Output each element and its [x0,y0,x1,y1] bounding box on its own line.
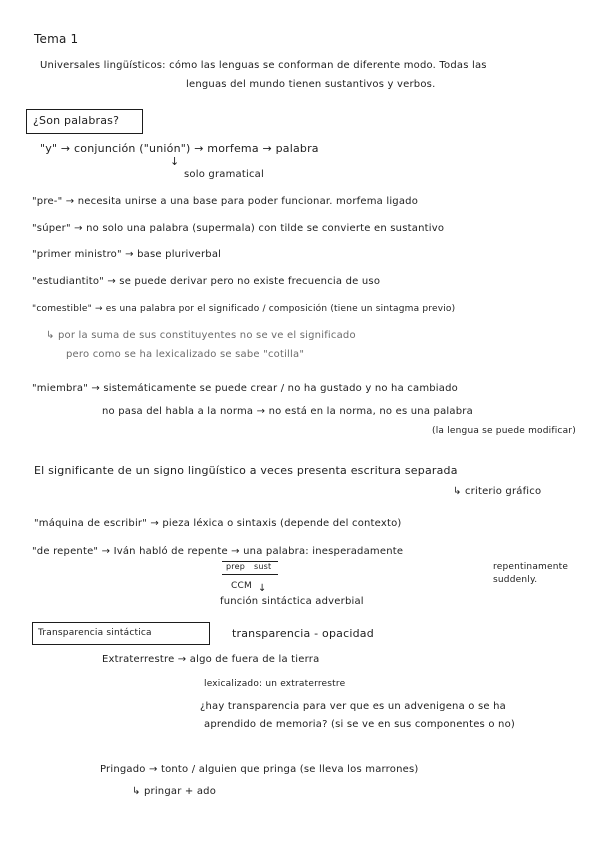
note-transparencia-opacidad: transparencia - opacidad [232,627,374,640]
note-pringado: Pringado → tonto / alguien que pringa (se lleva los marrones) [100,764,419,775]
note-lexicalizado: lexicalizado: un extraterrestre [204,679,346,689]
universales-line-2: lenguas del mundo tienen sustantivos y verbos. [186,79,436,90]
note-super: "súper" → no solo una palabra (supermala) con tilde se convierte en sustantivo [32,223,445,234]
note-funcion-sintactica: función sintáctica adverbial [220,596,364,607]
ccm-arrow-icon: ↓ [258,583,267,594]
note-y: "y" → conjunción ("unión") → morfema → palabra [40,142,319,155]
note-comestible-detail-2: pero como se ha lexicalizado se sabe "cotilla" [66,349,305,360]
note-miembra-2: no pasa del habla a la norma → no está en la norma, no es una palabra [102,406,473,417]
page-title: Tema 1 [34,32,79,46]
note-primer-ministro: "primer ministro" → base pluriverbal [32,249,222,260]
label-prep: prep [226,562,245,571]
note-hay-transparencia-2: aprendido de memoria? (si se ve en sus componentes o no) [204,719,515,730]
label-sust: sust [254,562,272,571]
label-ccm: CCM [231,581,252,591]
universales-line-1: Universales lingüísticos: cómo las lenguas se conforman de diferente modo. Todas las [40,60,487,71]
note-significante: El significante de un signo lingüístico a veces presenta escritura separada [34,464,458,477]
note-hay-transparencia-1: ¿hay transparencia para ver que es un advenigena o se ha [200,701,506,712]
note-suddenly: suddenly. [493,575,538,585]
note-solo-gramatical: solo gramatical [184,169,264,180]
section-heading-son-palabras: ¿Son palabras? [33,114,120,127]
note-criterio-grafico: ↳ criterio gráfico [453,486,542,497]
note-pre: "pre-" → necesita unirse a una base para poder funcionar. morfema ligado [32,196,419,207]
underline-prep-sust [222,574,278,575]
note-estudiantito: "estudiantito" → se puede derivar pero no existe frecuencia de uso [32,276,381,287]
note-miembra-3: (la lengua se puede modificar) [432,426,576,436]
note-de-repente: "de repente" → Iván habló de repente → una palabra: inesperadamente [32,546,404,557]
note-repentinamente: repentinamente [493,562,569,572]
note-comestible-detail-1: ↳ por la suma de sus constituyentes no se ve el significado [46,330,356,341]
note-miembra-1: "miembra" → sistemáticamente se puede crear / no ha gustado y no ha cambiado [32,383,458,394]
note-maquina-de-escribir: "máquina de escribir" → pieza léxica o sintaxis (depende del contexto) [34,518,402,529]
note-pringar-ado: ↳ pringar + ado [132,786,217,797]
section-heading-transparencia: Transparencia sintáctica [38,628,152,638]
note-extraterrestre: Extraterrestre → algo de fuera de la tierra [102,654,320,665]
arrow-down-icon: ↓ [170,155,180,168]
note-comestible: "comestible" → es una palabra por el significado / composición (tiene un sintagma previo) [32,304,456,314]
